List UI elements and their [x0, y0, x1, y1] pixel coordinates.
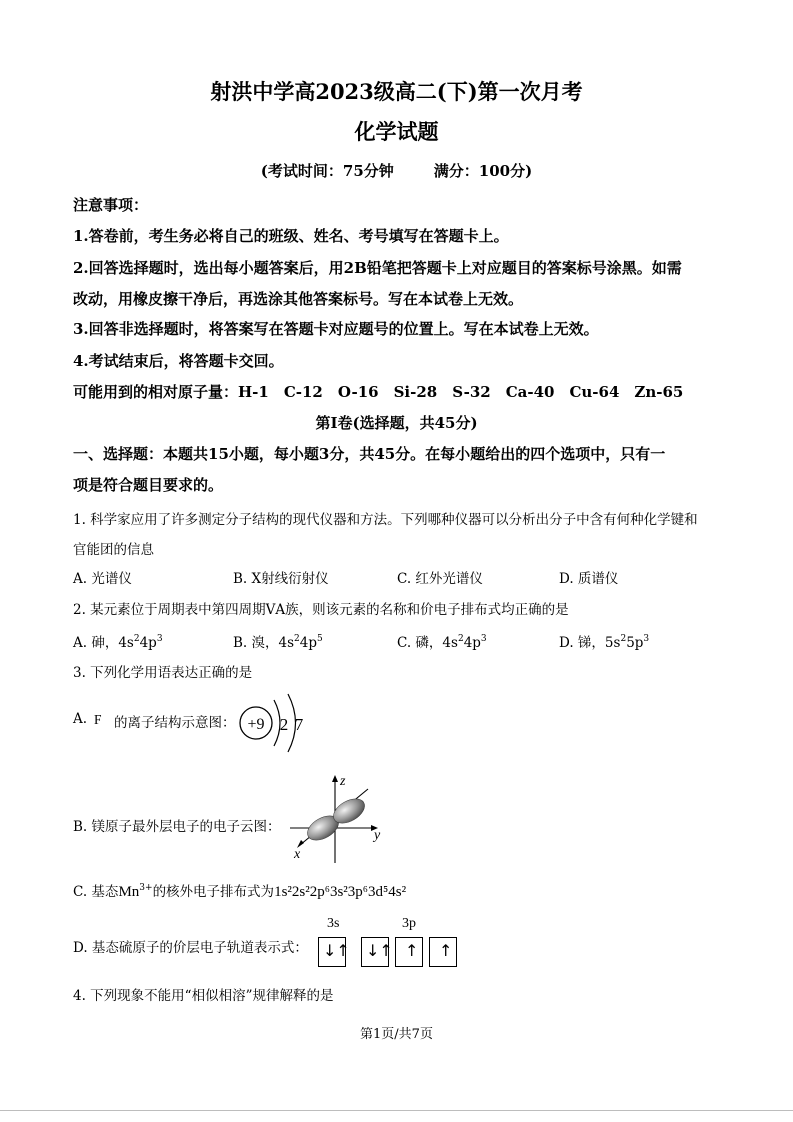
notes-heading: 注意事项： [73, 196, 149, 214]
orbital-label-3s: 3s [327, 916, 340, 931]
q2-option-a: A. 砷，$4s^24p^3$ [73, 634, 163, 651]
atomic-masses: 可能用到的相对原子量：H-1 C-12 O-16 Si-28 S-32 Ca-40 Cu-64 Zn-65 [73, 383, 684, 401]
page-footer: 第1页/共7页 [360, 1027, 433, 1042]
note-item-2: 2.回答选择题时，选出每小题答案后，用2B铅笔把答题卡上对应题目的答案标号涂黑。如需 [73, 259, 682, 277]
q1-option-a: A. 光谱仪 [73, 571, 132, 587]
section-title: 第I卷(选择题，共45分) [315, 414, 478, 432]
q4-stem: 4. 下列现象不能用“相似相溶”规律解释的是 [73, 988, 334, 1004]
orbital-box-3s: ↓↑ [318, 937, 346, 967]
ion-structure-diagram [238, 690, 308, 756]
orbital-box-3p-1: ↓↑ [361, 937, 389, 967]
q3-option-a-label: A. [73, 711, 88, 727]
orbital-box-3p-3: ↑ [429, 937, 457, 967]
note-item-3: 3.回答非选择题时，将答案写在答题卡对应题号的位置上。写在本试卷上无效。 [73, 320, 599, 338]
full-score: 满分：100分) [433, 162, 533, 180]
shell-1-electrons: 2 [279, 715, 289, 734]
q2-option-c: C. 磷，$4s^24p^3$ [397, 634, 487, 651]
q3-stem: 3. 下列化学用语表达正确的是 [73, 665, 253, 681]
exam-title: 射洪中学高2023级高二(下)第一次月考 [210, 79, 583, 104]
axis-z-label: z [340, 774, 346, 789]
mn-electron-config: 1s²2s²2p⁶3s²3p⁶3d⁵4s² [274, 884, 407, 900]
shell-2-electrons: 7 [294, 715, 304, 734]
q1-option-d: D. 质谱仪 [559, 571, 619, 587]
q3-option-d-text: D. 基态硫原子的价层电子轨道表示式： [73, 940, 308, 956]
q1-option-c: C. 红外光谱仪 [397, 571, 483, 587]
q2-stem: 2. 某元素位于周期表中第四周期ⅤA族，则该元素的名称和价电子排布式均正确的是 [73, 602, 569, 618]
note-item-4: 4.考试结束后，将答题卡交回。 [73, 352, 284, 370]
q1-stem-2: 官能团的信息 [73, 542, 154, 558]
exam-time: (考试时间：75分钟 [260, 162, 394, 180]
q3-option-c: C. 基态$Mn^{3+}$的核外电子排布式为1s²2s²2p⁶3s²3p⁶3d⁵4s² [73, 883, 407, 900]
note-item-1: 1.答卷前，考生务必将自己的班级、姓名、考号填写在答题卡上。 [73, 227, 509, 245]
note-item-2-cont: 改动，用橡皮擦干净后，再选涂其他答案标号。写在本试卷上无效。 [73, 290, 524, 308]
q2-option-d: D. 锑，$5s^25p^3$ [559, 634, 650, 651]
nucleus-charge: +9 [247, 716, 265, 733]
exam-info [0, 160, 793, 181]
orbital-box-3p-2: ↑ [395, 937, 423, 967]
q1-stem-1: 1. 科学家应用了许多测定分子结构的现代仪器和方法。下列哪种仪器可以分析出分子中含有何种化学键和 [73, 512, 698, 528]
axis-x-label: x [294, 847, 301, 862]
subject-title: 化学试题 [354, 119, 439, 144]
q3-option-a-ion: F [94, 712, 102, 727]
axis-y-label: y [374, 828, 381, 843]
bottom-divider [0, 1110, 793, 1111]
q3-option-b-text: B. 镁原子最外层电子的电子云图： [73, 819, 281, 835]
orbital-label-3p: 3p [402, 916, 416, 931]
mn-ion: Mn [118, 884, 140, 900]
section-intro-1: 一、选择题：本题共15小题，每小题3分，共45分。在每小题给出的四个选项中，只有一 [73, 445, 666, 463]
q2-option-b: B. 溴，$4s^24p^5$ [233, 634, 323, 651]
section-intro-2: 项是符合题目要求的。 [73, 476, 224, 494]
electron-cloud-diagram [286, 771, 396, 866]
q1-option-b: B. X射线衍射仪 [233, 571, 329, 587]
q3-option-a-text: 的离子结构示意图： [114, 715, 236, 731]
